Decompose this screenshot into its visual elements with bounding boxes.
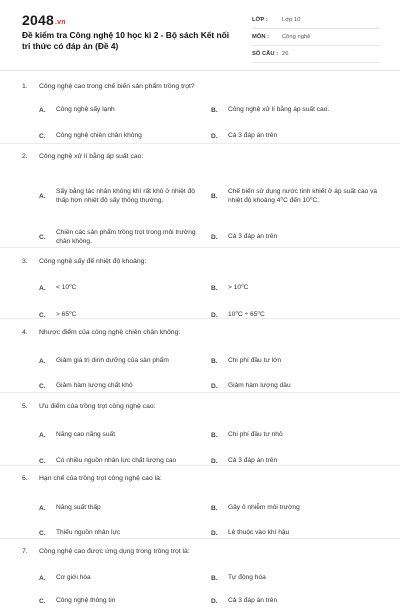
page-header xyxy=(0,0,400,64)
answer-options xyxy=(22,557,382,609)
meta-label: LỚP : xyxy=(252,17,268,23)
option-text: Tự động hóa xyxy=(228,574,266,582)
question-divider xyxy=(0,538,400,539)
option-text: Công nghệ xử lí bằng áp suất cao. xyxy=(228,106,330,114)
question-text: Công nghệ cao trong chế biến sản phẩm trồng trọt? xyxy=(39,82,195,90)
option-text: Chi phí đầu tư nhỏ xyxy=(228,431,283,439)
question-stem xyxy=(22,400,382,412)
option-letter: B. xyxy=(211,106,218,114)
question-divider xyxy=(0,392,400,393)
option-letter: C. xyxy=(39,311,46,319)
option-text: Năng cao năng suất xyxy=(56,431,116,439)
header-divider xyxy=(0,70,400,71)
meta-value: Công nghệ xyxy=(282,34,311,40)
option-text: Công nghệ sấy lạnh xyxy=(56,106,115,114)
option-letter: C. xyxy=(39,233,46,241)
option-a[interactable] xyxy=(39,355,214,367)
option-letter: C. xyxy=(39,457,46,465)
option-letter: A. xyxy=(39,431,46,439)
option-text: Cả 3 đáp án trên xyxy=(228,233,278,241)
question-stem xyxy=(22,545,382,557)
question-6 xyxy=(22,472,382,540)
question-number: 7. xyxy=(22,547,28,555)
meta-value: Lớp 10 xyxy=(282,17,301,23)
option-letter: A. xyxy=(39,106,46,114)
question-3 xyxy=(22,255,382,323)
option-text: Có nhiều nguồn nhân lực chất lượng cao xyxy=(56,457,177,465)
option-b[interactable] xyxy=(211,502,386,514)
question-text: Nhược điểm của công nghệ chiên chân không: xyxy=(39,328,181,336)
question-divider xyxy=(0,318,400,319)
option-letter: C. xyxy=(39,132,46,140)
question-stem xyxy=(22,80,382,92)
question-number: 5. xyxy=(22,402,28,410)
option-letter: D. xyxy=(211,233,218,241)
option-d[interactable] xyxy=(211,231,386,243)
option-b[interactable] xyxy=(211,282,386,294)
question-divider xyxy=(0,247,400,248)
option-d[interactable] xyxy=(211,595,386,607)
option-text: Cả 3 đáp án trên xyxy=(228,457,278,465)
option-letter: A. xyxy=(39,574,46,582)
question-text: Hạn chế của trồng trọt công nghệ cao là: xyxy=(39,474,162,482)
option-letter: C. xyxy=(39,529,46,537)
option-text: Thiếu nguồn nhân lực xyxy=(56,529,121,537)
option-c[interactable] xyxy=(39,309,214,321)
option-b[interactable] xyxy=(211,182,386,210)
option-text: Cả 3 đáp án trên xyxy=(228,597,278,605)
option-letter: A. xyxy=(39,357,46,365)
question-stem xyxy=(22,255,382,267)
option-text: Chế biến sử dụng nước tinh khiết ở áp suất cao và nhiệt độ khoảng 4⁰C đến 10⁰C. xyxy=(228,187,378,204)
option-d[interactable] xyxy=(211,380,386,392)
option-letter: A. xyxy=(39,504,46,512)
option-d[interactable] xyxy=(211,309,386,321)
option-text: Công nghệ thông tin xyxy=(56,597,116,605)
option-text: < 10⁰C xyxy=(56,284,77,292)
option-c[interactable] xyxy=(39,380,214,392)
question-text: Công nghệ xử lí bằng áp suất cao: xyxy=(39,152,144,160)
option-letter: D. xyxy=(211,529,218,537)
option-text: Giảm hàm lượng dầu xyxy=(228,382,291,390)
question-4 xyxy=(22,326,382,394)
question-7 xyxy=(22,545,382,609)
option-text: 10⁰C ÷ 65⁰C xyxy=(228,311,265,319)
question-number: 4. xyxy=(22,328,28,336)
option-letter: C. xyxy=(39,597,46,605)
option-letter: B. xyxy=(211,504,218,512)
option-letter: B. xyxy=(211,431,218,439)
option-text: Chiên các sản phẩm trồng trọt trong môi trường chân không. xyxy=(56,228,196,245)
answer-options xyxy=(22,162,382,252)
question-text: Ưu điểm của trồng trọt công nghệ cao: xyxy=(39,402,156,410)
answer-options xyxy=(22,412,382,468)
question-2 xyxy=(22,150,382,252)
option-text: Cơ giới hóa xyxy=(56,574,91,582)
option-a[interactable] xyxy=(39,104,214,116)
option-d[interactable] xyxy=(211,130,386,142)
option-a[interactable] xyxy=(39,282,214,294)
meta-row-class xyxy=(252,12,380,29)
meta-row-subject xyxy=(252,29,380,46)
question-number: 3. xyxy=(22,257,28,265)
option-letter: B. xyxy=(211,357,218,365)
question-stem xyxy=(22,326,382,338)
question-5 xyxy=(22,400,382,468)
question-1 xyxy=(22,80,382,142)
option-b[interactable] xyxy=(211,104,386,116)
option-text: Cả 3 đáp án trên xyxy=(228,132,278,140)
question-divider xyxy=(0,465,400,466)
option-text: > 65⁰C xyxy=(56,311,77,319)
option-c[interactable] xyxy=(39,595,214,607)
document-title: Đề kiểm tra Công nghệ 10 học kì 2 - Bộ sách Kết nối tri thức có đáp án (Đề 4) xyxy=(22,30,230,51)
site-logo[interactable]: 2048.vn xyxy=(22,12,66,28)
option-a[interactable] xyxy=(39,178,214,214)
option-letter: D. xyxy=(211,311,218,319)
option-letter: D. xyxy=(211,132,218,140)
option-text: Chi phí đầu tư lớn xyxy=(228,357,282,365)
question-number: 6. xyxy=(22,474,28,482)
answer-options xyxy=(22,484,382,540)
option-letter: D. xyxy=(211,457,218,465)
meta-value: 26 xyxy=(282,51,289,57)
option-letter: C. xyxy=(39,382,46,390)
answer-options xyxy=(22,92,382,142)
option-b[interactable] xyxy=(211,355,386,367)
question-stem xyxy=(22,150,382,162)
option-a[interactable] xyxy=(39,572,214,584)
document-meta xyxy=(252,12,380,63)
option-b[interactable] xyxy=(211,572,386,584)
option-b[interactable] xyxy=(211,429,386,441)
option-c[interactable] xyxy=(39,130,214,142)
option-letter: D. xyxy=(211,382,218,390)
option-text: Gây ô nhiễm môi trường xyxy=(228,504,300,512)
option-letter: B. xyxy=(211,284,218,292)
meta-row-count xyxy=(252,46,380,63)
question-number: 1. xyxy=(22,82,28,90)
option-a[interactable] xyxy=(39,502,214,514)
option-text: Công nghệ chiên chân không xyxy=(56,132,142,140)
option-letter: B. xyxy=(211,192,218,200)
option-letter: A. xyxy=(39,192,46,200)
question-number: 2. xyxy=(22,152,28,160)
option-letter: A. xyxy=(39,284,46,292)
meta-label: SỐ CÂU : xyxy=(252,51,279,57)
option-text: Lệ thuộc vào khí hậu xyxy=(228,529,290,537)
option-text: > 10⁰C xyxy=(228,284,249,292)
option-text: Sấy bằng tác nhân không khí rất khô ở nhiệt độ thấp hơn nhiệt độ sấy thông thường. xyxy=(56,187,195,204)
question-divider xyxy=(0,143,400,144)
option-a[interactable] xyxy=(39,429,214,441)
option-text: Năng suất thấp xyxy=(56,504,101,512)
question-text: Công nghệ sấy để nhiệt độ khoảng: xyxy=(39,257,147,265)
question-stem xyxy=(22,472,382,484)
option-letter: D. xyxy=(211,597,218,605)
meta-label: MÔN : xyxy=(252,34,270,40)
option-letter: B. xyxy=(211,574,218,582)
question-text: Công nghệ cao được ứng dụng trong trồng trọt là: xyxy=(39,547,190,555)
option-text: Giảm giá trị dinh dưỡng của sản phẩm xyxy=(56,357,169,365)
option-text: Giảm hàm lượng chất khô xyxy=(56,382,133,390)
answer-options xyxy=(22,338,382,394)
answer-options xyxy=(22,267,382,323)
logo-suffix: .vn xyxy=(54,19,66,26)
